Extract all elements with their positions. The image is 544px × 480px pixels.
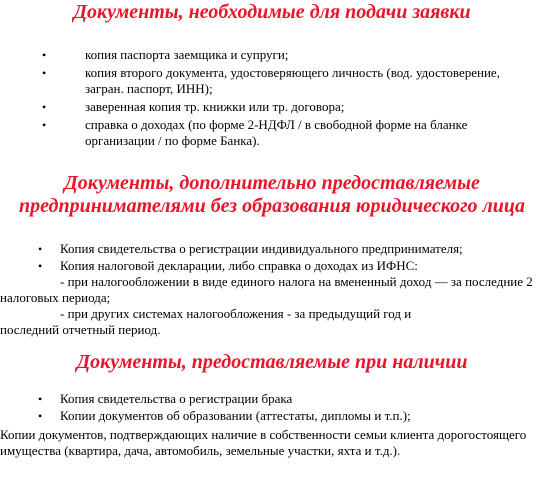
section2-heading-line2: предпринимателями без образования юридического лица [19,195,525,217]
list-item [42,65,537,97]
bullet-icon: • [38,409,43,423]
section2-heading [0,172,544,218]
list-item-text: копия второго документа, удостоверяющего личность (вод. удостоверение, загран. паспорт, ИНН); [85,65,500,96]
list-item-text: Копия свидетельства о регистрации индивидуального предпринимателя; [60,241,463,256]
list-item [42,117,537,149]
bullet-icon: • [42,66,47,80]
section2-heading-line1: Документы, дополнительно предоставляемые [64,172,480,194]
tax-sub-item-imputed-income: - при налогообложении в виде единого налога на вмененный доход — за последние 2 налоговых периода; [0,274,533,305]
bullet-icon: • [38,259,43,273]
bullet-icon: • [42,100,47,114]
section3-heading: Документы, предоставляемые при наличии [76,351,468,373]
list-item-text: справка о доходах (по форме 2-НДФЛ / в свободной форме на бланке организации / по форме Банка). [85,117,468,148]
section1-heading: Документы, необходимые для подачи заявки [73,1,471,23]
entrepreneur-documents-list [38,241,538,274]
list-item-text: Копия налоговой декларации, либо справка о доходах из ИФНС: [60,258,418,273]
optional-documents-list [38,391,538,424]
list-item-text: Копия свидетельства о регистрации брака [60,391,293,406]
list-item [38,408,538,424]
list-item [42,99,537,115]
bullet-icon: • [42,118,47,132]
bullet-icon: • [42,48,47,62]
property-documents-paragraph: Копии документов, подтверждающих наличие в собственности семьи клиента дорогостоящего имущества (квартира, дача, автомобиль, земельные участки, яхта и т.д.). [0,427,527,458]
list-item [38,391,538,407]
bullet-icon: • [38,242,43,256]
list-item-text: Копии документов об образовании (аттестаты, дипломы и т.п.); [60,408,411,423]
list-item-text: копия паспорта заемщика и супруги; [85,47,289,62]
bullet-icon: • [38,392,43,406]
list-item [38,241,538,257]
list-item-text: заверенная копия тр. книжки или тр. договора; [85,99,345,114]
list-item [42,47,537,63]
tax-sub-item-other-systems: - при других системах налогообложения - за предыдущий год и последний отчетный период. [0,306,412,337]
required-documents-list [42,47,537,149]
list-item [38,258,538,274]
